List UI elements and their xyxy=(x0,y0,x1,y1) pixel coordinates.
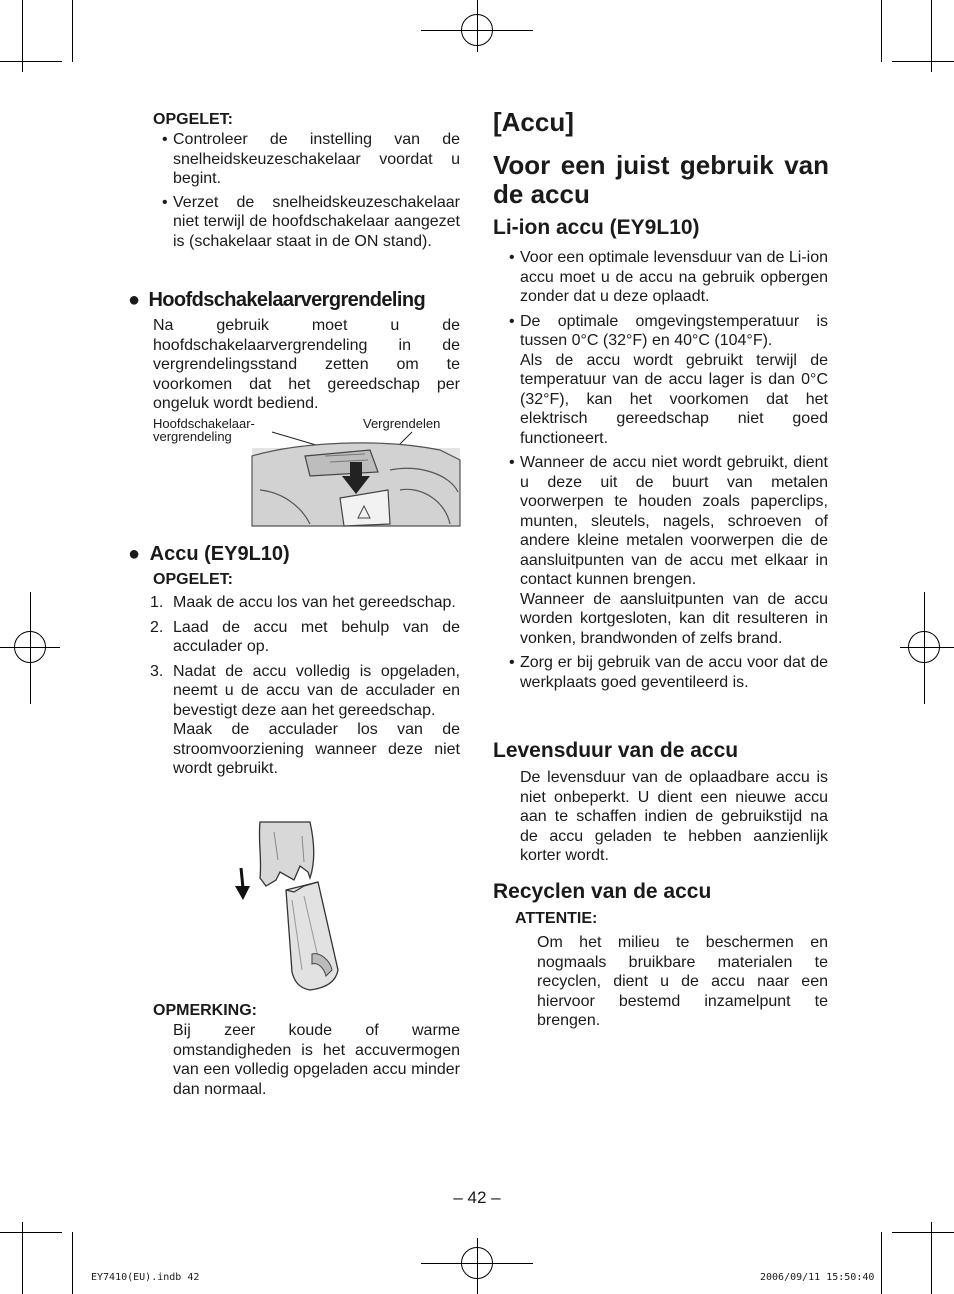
caution-label: OPGELET: xyxy=(153,111,234,128)
caution-list xyxy=(162,130,460,251)
figure-label: Hoofdschakelaar- vergrendeling xyxy=(153,416,255,444)
list-item: • De optimale omgevingstemperatuur is tussen 0°C (32°F) en 40°C (104°F). xyxy=(509,312,828,349)
section-heading: Levensduur van de accu xyxy=(493,739,739,762)
attention-label: ATTENTIE: xyxy=(515,910,598,927)
liion-list xyxy=(509,248,828,692)
lock-paragraph: Na gebruik moet u de hoofdschakelaarvergrendeling in de vergrendelingsstand zetten om te voorkomen dat het gereedschap per ongeluk wordt bediend. xyxy=(153,317,460,412)
battery-removal-illustration xyxy=(230,820,345,992)
step3-note: Maak de acculader los van de stroomvoorziening wanneer deze niet wordt gebruikt. xyxy=(173,721,460,777)
lock-switch-illustration xyxy=(150,420,462,528)
figure-label: Vergrendelen xyxy=(363,416,441,431)
list-item: 2. Laad de accu met behulp van de acculader op. xyxy=(150,618,460,655)
section-heading: ● Accu (EY9L10) xyxy=(128,543,290,565)
life-paragraph: De levensduur van de oplaadbare accu is niet onbeperkt. U dient een nieuwe accu aan te schaffen indien de gebruikstijd na de accu geladen te hebben aanzienlijk korter wordt. xyxy=(520,769,828,864)
caution-label: OPGELET: xyxy=(153,571,234,588)
page-title: [Accu] xyxy=(493,107,574,137)
list-item: • Voor een optimale levensduur van de Li-ion accu moet u de accu na gebruik opbergen zonder dat u deze oplaadt. xyxy=(509,249,828,305)
bullet-dot-icon: ● xyxy=(128,543,141,565)
print-timestamp: 2006/09/11 15:50:40 xyxy=(760,1272,875,1283)
list-item: • Verzet de snelheidskeuzeschakelaar niet terwijl de hoofdschakelaar aangezet is (schakelaar staat in de ON stand). xyxy=(162,193,460,250)
section-heading: Li-ion accu (EY9L10) xyxy=(493,216,700,239)
list-item: • Controleer de instelling van de snelheidskeuzeschakelaar voordat u begint. xyxy=(162,131,460,187)
section-heading: Recyclen van de accu xyxy=(493,880,712,903)
note-paragraph: Bij zeer koude of warme omstandigheden is het accuvermogen van een volledig opgeladen accu minder dan normaal. xyxy=(173,1022,460,1098)
steps-list xyxy=(150,593,460,779)
list-item: 3. Nadat de accu volledig is opgeladen, neemt u de accu van de acculader en bevestigt deze aan het gereedschap. xyxy=(150,662,460,719)
attention-paragraph: Om het milieu te beschermen en nogmaals bruikbare materialen te recyclen, dient u de accu naar een hiervoor bestemd inzamelpunt te brengen. xyxy=(537,934,828,1029)
bullet-dot-icon: ● xyxy=(128,289,140,311)
file-info: EY7410(EU).indb 42 xyxy=(91,1272,200,1283)
section-heading: ● Hoofdschakelaarvergrendeling xyxy=(128,289,426,311)
page-number: – 42 – xyxy=(453,1188,501,1207)
list-item: • Zorg er bij gebruik van de accu voor dat de werkplaats goed geventileerd is. xyxy=(509,654,828,691)
list-item-continuation: Wanneer de aansluitpunten van de accu worden kortgesloten, kan dit resulteren in vonken, brandwonden of zelfs brand. xyxy=(520,590,828,647)
list-item-continuation: Als de accu wordt gebruikt terwijl de temperatuur van de accu lager is dan 0°C (32°F), kan het voorkomen dat het elektrisch gereedschap niet goed functioneert. xyxy=(520,351,828,447)
list-item: • Wanneer de accu niet wordt gebruikt, dient u deze uit de buurt van metalen voorwerpen te houden zoals paperclips, munten, sleutels, nagels, schroeven of andere kleine metalen voorwerpen die de aansluitpunten van de accu met elkaar in contact kunnen brengen. xyxy=(509,454,828,588)
note-label: OPMERKING: xyxy=(153,1002,257,1019)
page-subtitle: Voor een juist gebruik van de accu xyxy=(493,150,829,209)
list-item: 1. Maak de accu los van het gereedschap. xyxy=(150,594,456,611)
